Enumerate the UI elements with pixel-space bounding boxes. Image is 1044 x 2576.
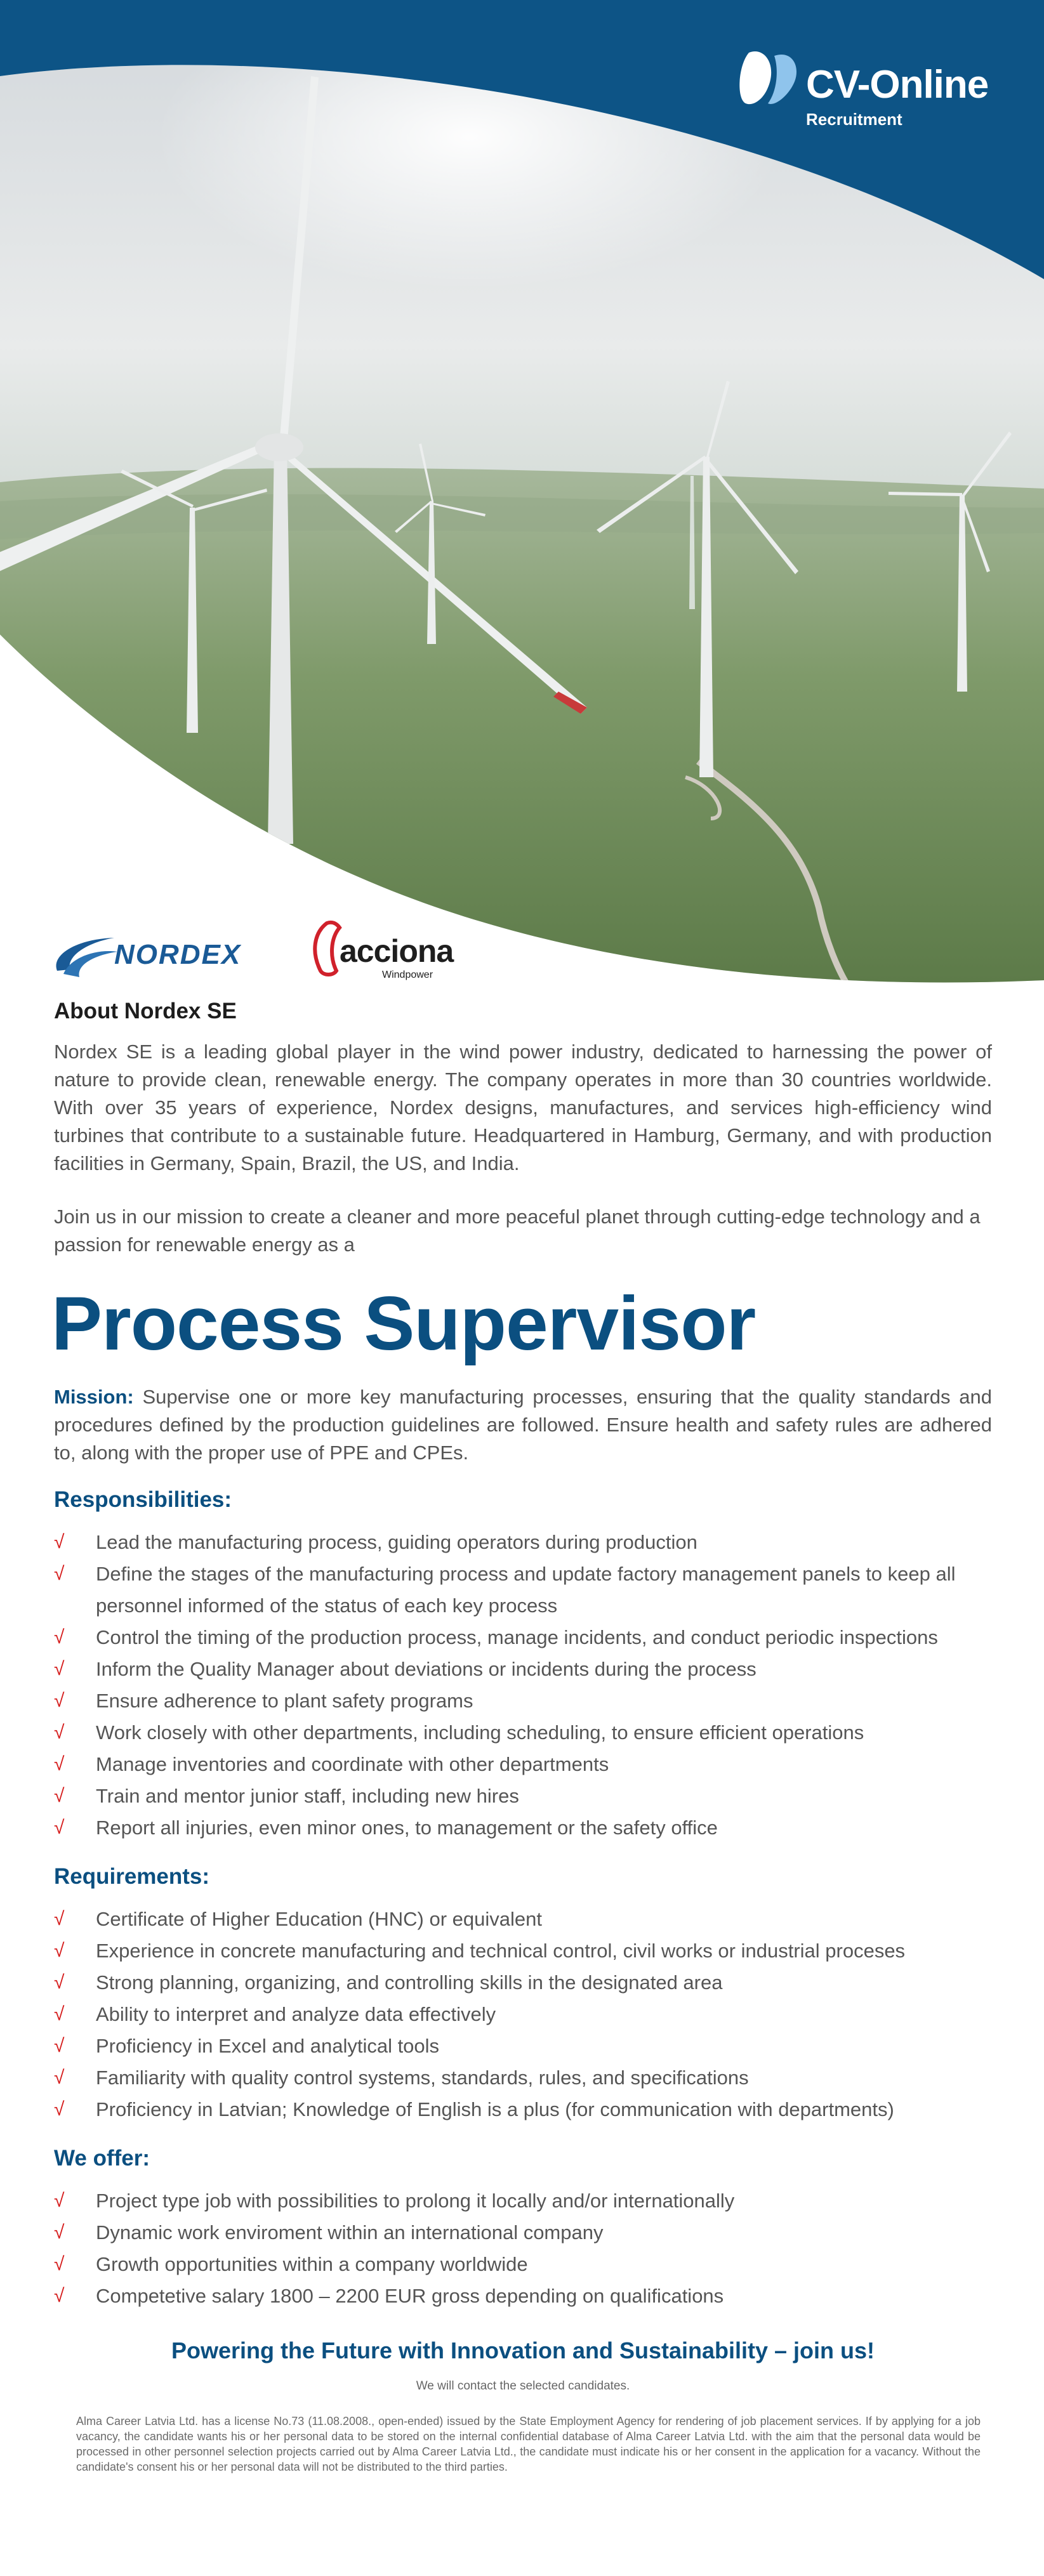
list-item: √ Proficiency in Excel and analytical tools	[54, 2030, 992, 2062]
check-icon: √	[54, 1754, 65, 1775]
brand-subtitle: Recruitment	[806, 110, 902, 129]
contact-note: We will contact the selected candidates.	[416, 2379, 630, 2393]
requirements-list	[54, 1903, 992, 2126]
check-icon: √	[54, 1972, 65, 1993]
offer-list	[54, 2185, 992, 2312]
check-icon: √	[54, 2222, 65, 2243]
check-icon: √	[54, 1909, 65, 1929]
hero-image	[0, 0, 1044, 990]
acciona-logo-text: acciona	[340, 933, 454, 969]
list-item: √ Familiarity with quality control systems, standards, rules, and specifications	[54, 2062, 992, 2094]
list-item: √ Ability to interpret and analyze data effectively	[54, 1999, 992, 2030]
list-item: √ Control the timing of the production process, manage incidents, and conduct periodic inspections	[54, 1622, 992, 1653]
check-icon: √	[54, 2285, 65, 2306]
list-item: √ Define the stages of the manufacturing process and update factory management panels to keep all personnel informed of the status of each key process	[54, 1558, 992, 1622]
check-icon: √	[54, 1817, 65, 1838]
brand-name: CV-Online	[806, 63, 989, 107]
list-item: √ Ensure adherence to plant safety programs	[54, 1685, 992, 1717]
job-description	[51, 996, 992, 2474]
list-item: √ Proficiency in Latvian; Knowledge of English is a plus (for communication with departments)	[54, 2094, 992, 2126]
list-item: √ Strong planning, organizing, and controlling skills in the designated area	[54, 1967, 992, 1999]
responsibilities-heading: Responsibilities:	[54, 1487, 232, 1512]
mission-label: Mission:	[54, 1386, 134, 1408]
check-icon: √	[54, 1785, 65, 1806]
check-icon: √	[54, 1627, 65, 1648]
check-icon: √	[54, 1940, 65, 1961]
check-icon: √	[54, 1722, 65, 1743]
list-item: √ Lead the manufacturing process, guiding operators during production	[54, 1527, 992, 1558]
check-icon: √	[54, 2190, 65, 2211]
about-paragraph: Nordex SE is a leading global player in the wind power industry, dedicated to harnessing the power of nature to provide clean, renewable energy. The company operates in more than 30 countries worldwide. With over 35 years of experience, Nordex designs, manufactures, and services high-efficiency wind turbines that contribute to a sustainable future. Headquartered in Hamburg, Germany, and with production facilities in Germany, Spain, Brazil, the US, and India.	[54, 1041, 992, 1174]
check-icon: √	[54, 2254, 65, 2275]
requirements-heading: Requirements:	[54, 1864, 210, 1889]
list-item: √ Dynamic work enviroment within an international company	[54, 2217, 992, 2249]
check-icon: √	[54, 1659, 65, 1679]
legal-disclaimer: Alma Career Latvia Ltd. has a license No.73 (11.08.2008., open-ended) issued by the State Employment Agency for rendering of job placement services. If by applying for a job vacancy, the candidate wants his or her personal data to be stored on the internal confidential database of Alma Career Latvia Ltd. with the aim that the personal data would be processed in other personnel selection projects carried out by Alma Career Latvia Ltd., the candidate must indicate his or her consent in the application for a vacancy. Without the candidate's consent his or her personal data will not be distributed to the third parties.	[76, 2415, 981, 2473]
list-item: √ Experience in concrete manufacturing and technical control, civil works or industrial proceses	[54, 1935, 992, 1967]
partner-logos	[51, 920, 457, 990]
list-item: √ Work closely with other departments, including scheduling, to ensure efficient operations	[54, 1717, 992, 1749]
responsibilities-list	[54, 1527, 992, 1844]
check-icon: √	[54, 2035, 65, 2056]
list-item: √ Certificate of Higher Education (HNC) or equivalent	[54, 1903, 992, 1935]
check-icon: √	[54, 2004, 65, 2025]
about-heading: About Nordex SE	[54, 999, 237, 1023]
list-item: √ Manage inventories and coordinate with other departments	[54, 1749, 992, 1780]
offer-heading: We offer:	[54, 2146, 150, 2171]
list-item: √ Report all injuries, even minor ones, to management or the safety office	[54, 1812, 992, 1844]
mission-paragraph	[54, 1383, 992, 1467]
list-item: √ Train and mentor junior staff, including new hires	[54, 1780, 992, 1812]
check-icon: √	[54, 2099, 65, 2120]
mission-text: Supervise one or more key manufacturing processes, ensuring that the quality standards and procedures defined by the production guidelines are followed. Ensure health and safety rules are adhered to, along with the proper use of PPE and CPEs.	[54, 1386, 992, 1464]
nordex-swoosh-icon	[51, 926, 121, 983]
check-icon: √	[54, 2067, 65, 2088]
check-icon: √	[54, 1532, 65, 1553]
cv-online-heart-icon	[739, 49, 800, 113]
list-item: √ Competetive salary 1800 – 2200 EUR gross depending on qualifications	[54, 2280, 992, 2312]
acciona-logo-subtitle: Windpower	[382, 969, 433, 980]
check-icon: √	[54, 1563, 65, 1584]
tagline: Powering the Future with Innovation and Sustainability – join us!	[171, 2337, 875, 2363]
list-item: √ Project type job with possibilities to prolong it locally and/or internationally	[54, 2185, 992, 2217]
cv-online-logo[interactable]	[739, 49, 1031, 132]
nordex-logo-text: NORDEX	[114, 939, 242, 970]
job-title: Process Supervisor	[51, 1281, 756, 1366]
list-item: √ Inform the Quality Manager about deviations or incidents during the process	[54, 1653, 992, 1685]
check-icon: √	[54, 1690, 65, 1711]
join-paragraph: Join us in our mission to create a cleaner and more peaceful planet through cutting-edge technology and a passion for renewable energy as a	[54, 1206, 981, 1256]
list-item: √ Growth opportunities within a company worldwide	[54, 2249, 992, 2280]
